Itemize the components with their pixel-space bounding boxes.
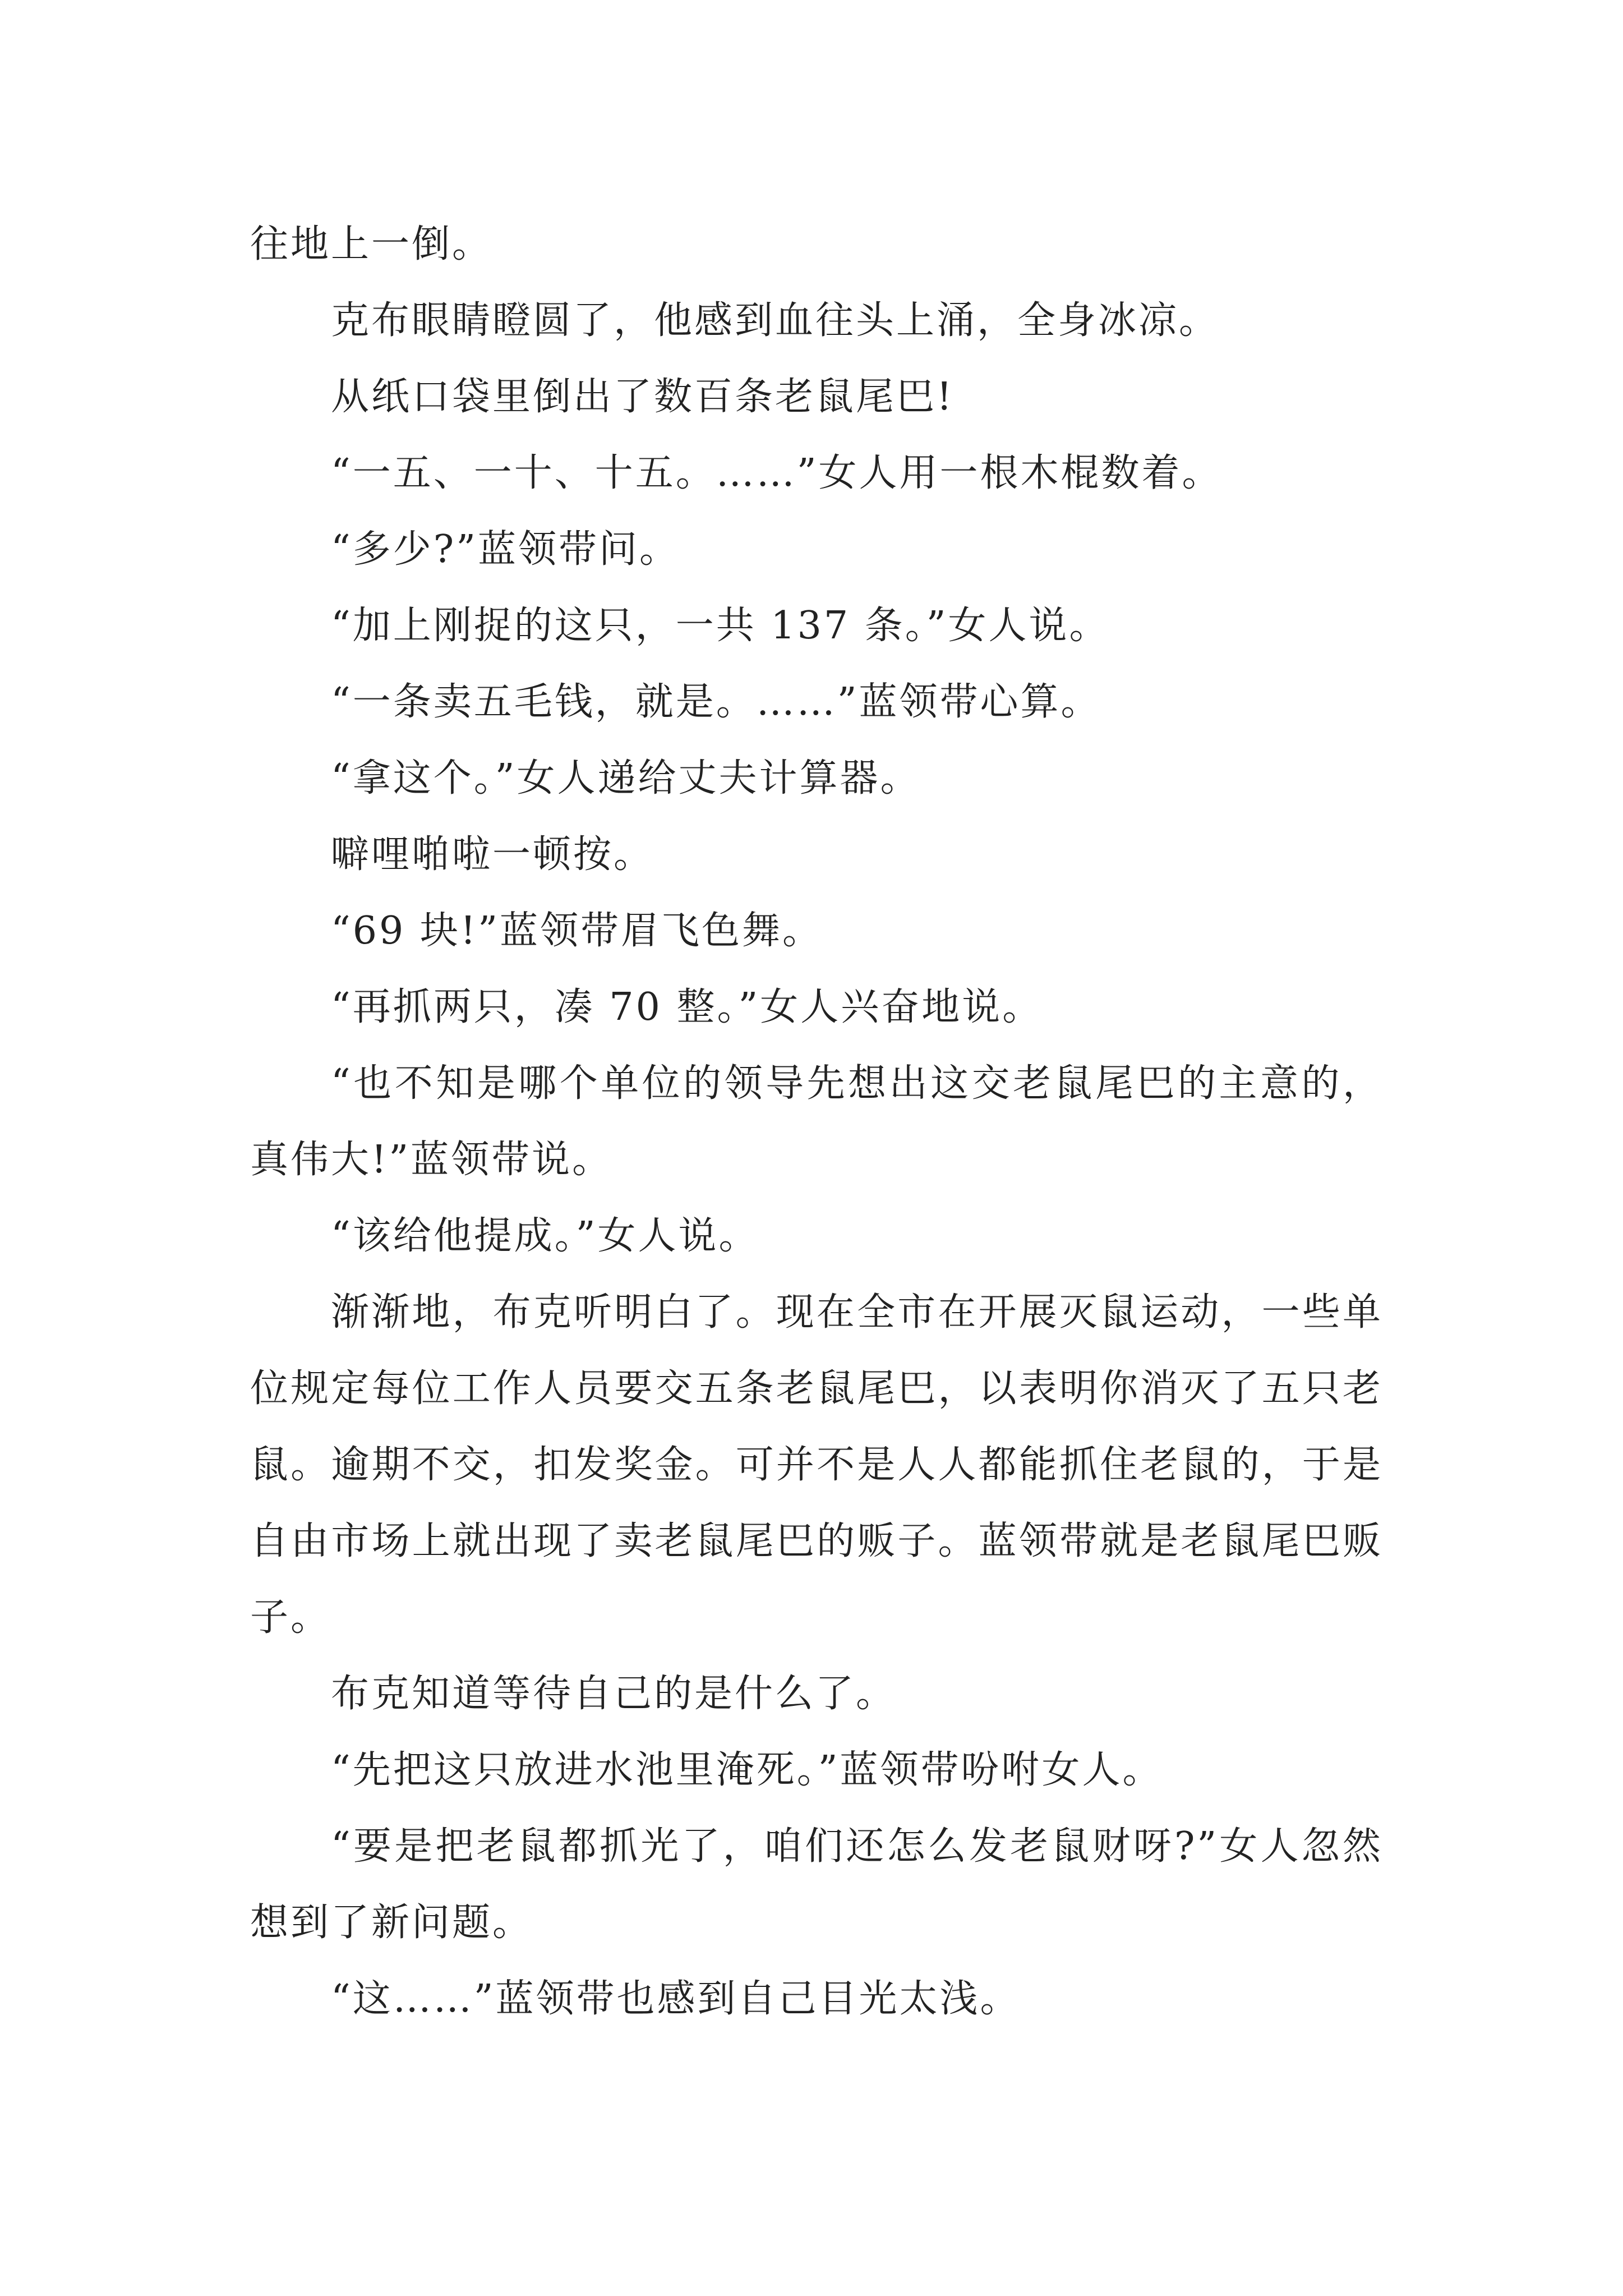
paragraph: “69 块!”蓝领带眉飞色舞。	[331, 909, 823, 953]
paragraph: “先把这只放进水池里淹死。”蓝领带吩咐女人。	[331, 1748, 1163, 1792]
paragraph: “也不知是哪个单位的领导先想出这交老鼠尾巴的主意的，真伟大!”蓝领带说。	[250, 1061, 1383, 1182]
paragraph: “再抓两只，凑 70 整。”女人兴奋地说。	[331, 985, 1043, 1029]
paragraph: “该给他提成。”女人说。	[331, 1214, 759, 1258]
paragraph: “多少?”蓝领带问。	[331, 527, 680, 572]
paragraph: “这……”蓝领带也感到自己目光太浅。	[331, 1977, 1021, 2021]
paragraph: 从纸口袋里倒出了数百条老鼠尾巴!	[331, 375, 955, 419]
paragraph: “拿这个。”女人递给丈夫计算器。	[331, 756, 921, 800]
paragraph: 渐渐地，布克听明白了。现在全市在开展灭鼠运动，一些单位规定每位工作人员要交五条老鼠尾巴，以表明你消灭了五只老鼠。逾期不交，扣发奖金。可并不是人人都能抓住老鼠的，于是自由市场上就出现了卖老鼠尾巴的贩子。蓝领带就是老鼠尾巴贩子。	[250, 1290, 1383, 1640]
text-body	[250, 206, 1383, 2037]
paragraph: “要是把老鼠都抓光了，咱们还怎么发老鼠财呀?”女人忽然想到了新问题。	[250, 1824, 1383, 1945]
paragraph: 噼哩啪啦一顿按。	[331, 832, 654, 877]
paragraph: “加上刚捉的这只，一共 137 条。”女人说。	[331, 604, 1110, 648]
paragraph: 克布眼睛瞪圆了，他感到血往头上涌，全身冰凉。	[331, 298, 1220, 343]
paragraph: 往地上一倒。	[250, 222, 493, 266]
paragraph: “一五、一十、十五。……”女人用一根木棍数着。	[331, 451, 1223, 495]
paragraph: 布克知道等待自己的是什么了。	[331, 1672, 897, 1716]
paragraph: “一条卖五毛钱，就是。……”蓝领带心算。	[331, 680, 1101, 724]
